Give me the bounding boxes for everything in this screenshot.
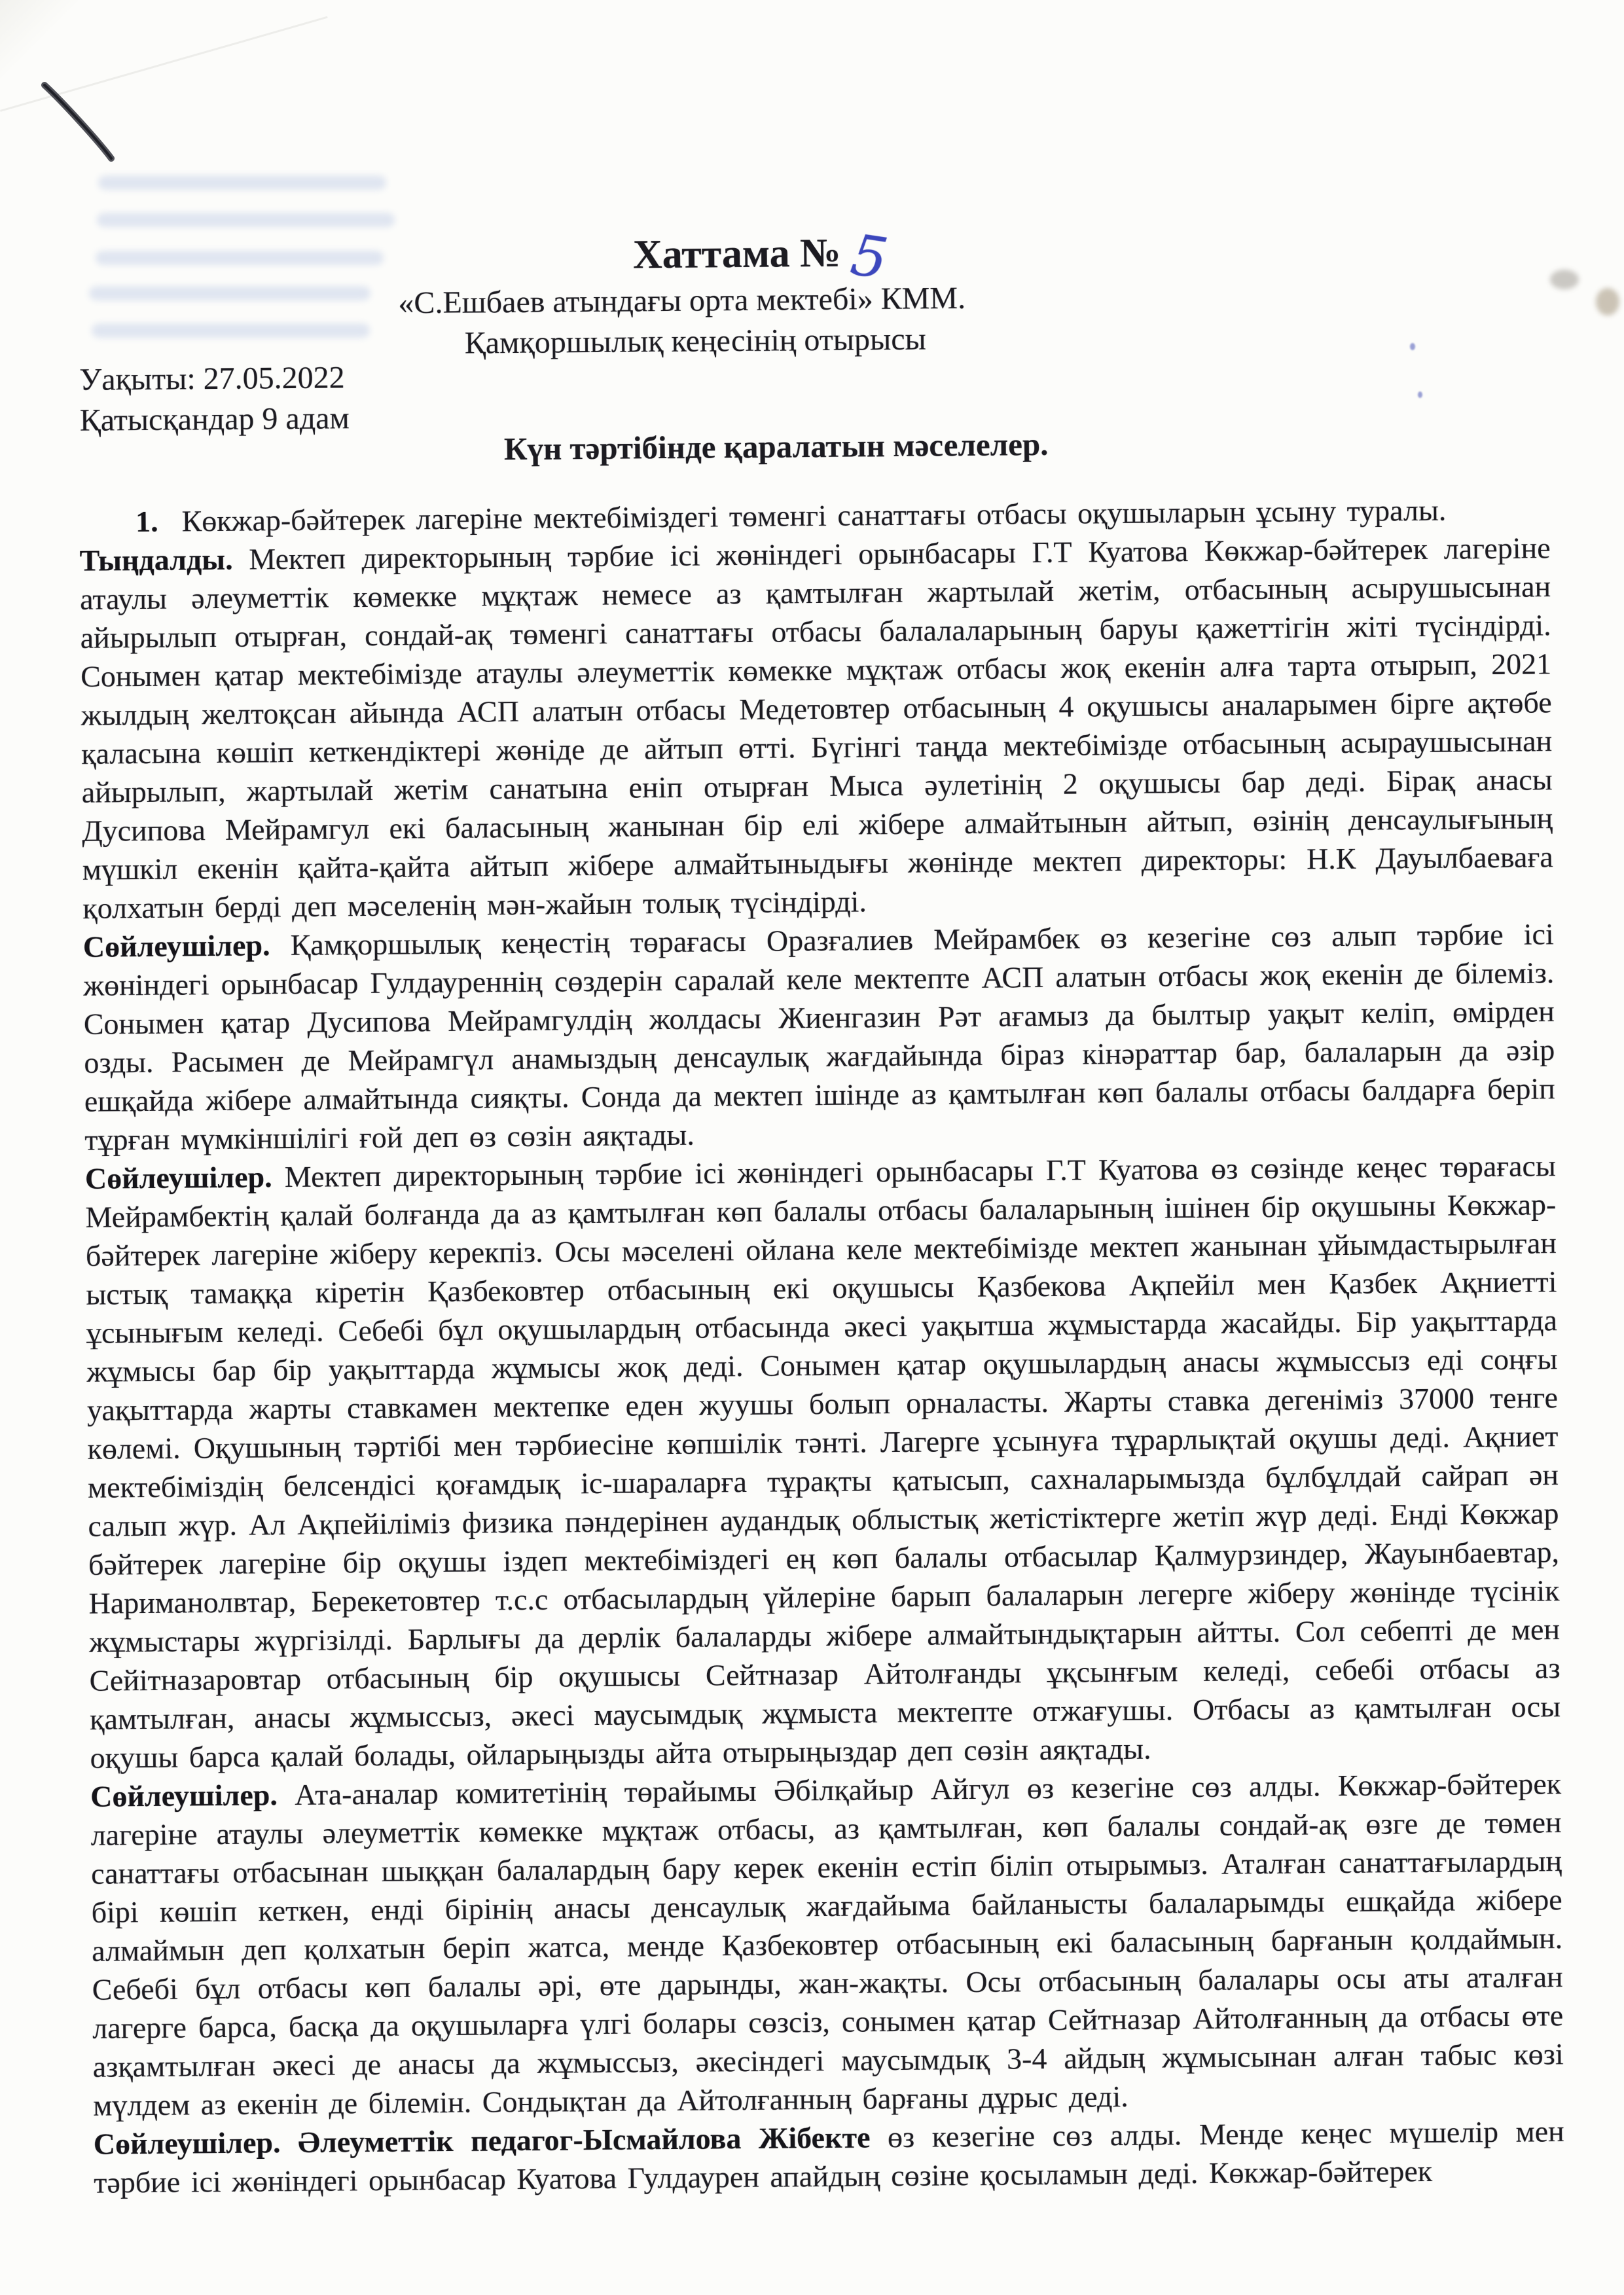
meeting-type-line: Қамқоршылық кеңесінің отырысы [464,321,927,361]
speech-paragraph [83,914,1556,1159]
attendees-line: Қатысқандар 9 адам [79,401,350,438]
agenda-item-number: 1. [135,504,158,539]
paragraph-lead: Сөйлеушілер. [90,1778,278,1813]
speech-paragraph [85,1146,1561,1777]
handwritten-protocol-number: 5 [846,222,892,293]
paragraph-text: Қамқоршылық кеңестің төрағасы Оразғалиев Мейрамбек өз кезегіне сөз алып тәрбие ісі жөніндегі орынбасар Гулдауреннің сөздерін саралай келе мектепте АСП алатын отбасы жоқ екенін де білеміз. Сонымен қатар Дусипова Мейрамгулдің жолдасы Жиенгазин Рәт ағамыз да былтыр уақыт келіп, өмірден озды. Расымен де Мейрамгүл анамыздың денсаулық жағдайында біраз кінәраттар бар, балаларын да әзір ешқайда жібере алмайтында сияқты. Сонда да мектеп ішінде аз қамтылған көп балалы отбасы балдарға беріп тұрған мүмкіншілігі ғой деп өз сөзін аяқтады. [83,917,1556,1157]
document-body [79,490,1565,2202]
paragraph-text: Ата-аналар комитетінің төрайымы Әбілқайыр Айгул өз кезегіне сөз алды. Көкжар-бәйтерек лагеріне атаулы әлеуметтік көмекке мұқтаж отбасы, аз қамтылған, көп балалы сондай-ақ өзге де төмен санаттағы отбасынан шыққан балалардың бару керек екенін естіп біліп отырымыз. Аталған санаттағылардың бірі көшіп кеткен, енді бірінің анасы денсаулық жағдайыма байланысты балаларымды ешқайда жібере алмаймын деп қолхатын беріп жатса, менде Қазбековтер отбасының екі баласының барғанын қолдаймын. Себебі бұл отбасы көп балалы әрі, өте дарынды, жан-жақты. Осы отбасының балалары осы аты аталған лагерге барса, басқа да оқушыларға үлгі болары сөзсіз, сонымен қатар Сейтназар Айтолғанның да отбасы өте азқамтылған әкесі де анасы да жұмыссыз, әкесіндегі маусымдық 3-4 айдың жұмысынан алған табыс көзі мүлдем аз екенін де білемін. Сондықтан да Айтолғанның барғаны дұрыс деді. [90,1767,1564,2122]
speech-paragraph [90,1764,1564,2125]
protocol-title-line [24,222,1496,293]
meeting-time-line: Уақыты: 27.05.2022 [79,360,345,397]
protocol-title: Хаттама № [632,230,841,278]
paragraph-lead: Сөйлеушілер. [84,1160,272,1195]
agenda-heading: Күн тәртібінде қаралатын мәселелер. [503,425,1049,467]
smudge-mark [1596,288,1619,316]
speech-paragraph [79,528,1553,928]
document-content [75,0,1566,2295]
smudge-mark [1550,270,1579,289]
speech-paragraphs [79,528,1564,2202]
organization-line: «С.Ешбаев атындағы орта мектебі» КММ. [398,281,966,321]
paragraph-lead: Тыңдалды. [79,542,233,577]
speech-paragraph [94,2112,1565,2202]
paragraph-lead: Сөйлеушілер. Әлеуметтік педагог-Ысмайлова Жібекте [93,2120,871,2161]
agenda-item-text: Көкжар-бәйтерек лагеріне мектебіміздегі төменгі санаттағы отбасы оқушыларын ұсыну туралы. [181,493,1447,538]
paragraph-text: Мектеп директорының тәрбие ісі жөніндегі орынбасары Г.Т Куатова Көкжар-бәйтерек лагеріне атаулы әлеуметтік көмекке мұқтаж немесе аз қамтылған жартылай жетім, отбасының асырушысынан айырылып отырған, сондай-ақ төменгі санаттағы отбасы балалаларының баруы қажеттігін жіті түсіндірді. Сонымен қатар мектебімізде атаулы әлеуметтік көмекке мұқтаж отбасы жоқ екенін алға тарта отырып, 2021 жылдың желтоқсан айында АСП алатын отбасы Медетовтер отбасының 4 оқушысы аналарымен бірге ақтөбе қаласына көшіп кеткендіктері жөніде де айтып өтті. Бүгінгі таңда мектебімізде отбасының асыраушысынан айырылып, жартылай жетім санатына еніп отырған Мыса әулетінің 2 оқушысы бар деді. Бірақ анасы Дусипова Мейрамгул екі баласының жанынан бір елі жібере алмайтынын айтып, өзінің денсаулығының мүшкіл екенін қайта-қайта айтып жібере алмайтыныдығы жөнінде мектеп директоры: Н.К Дауылбаеваға қолхатын берді деп мәселенің мән-жайын толық түсіндірді. [79,531,1553,925]
paragraph-text: өз кезегіне сөз алды. Менде кеңес мүшелір мен тәрбие ісі жөніндегі орынбасар Куатова Гулдаурен апайдың сөзіне қосыламын деді. Көкжар-бәйтерек [94,2114,1564,2199]
paragraph-lead: Сөйлеушілер. [82,928,270,964]
paragraph-text: Мектеп директорының тәрбие ісі жөніндегі орынбасары Г.Т Куатова өз сөзінде кеңес төрағасы Мейрамбектің қалай болғанда да аз қамтылған көп балалы отбасы балаларының ішінен бір оқушыны Көкжар-бәйтерек лагеріне жіберу керекпіз. Осы мәселені ойлана келе мектебімізде мектеп жанынан ұйымдастырылған ыстық тамаққа кіретін Қазбековтер отбасының екі оқушысы Қазбекова Ақпейіл мен Қазбек Ақниетті ұсынығым келеді. Себебі бұл оқушылардың отбасында әкесі уақытша жұмыстарда жасайды. Бір уақыттарда жұмысы бар бір уақыттарда жұмысы жоқ деді. Сонымен қатар оқушылардың анасы жұмыссыз еді соңғы уақыттарда жарты ставкамен мектепке еден жуушы болып орналасты. Жарты ставка дегеніміз 37000 тенге көлемі. Оқушының тәртібі мен тәрбиесіне көпшілік тәнті. Лагерге ұсынуға тұрарлықтай оқушы деді. Ақниет мектебіміздің белсендісі қоғамдық іс-шараларға тұрақты қатысып, сахналарымызда бұлбұлдай сайрап ән салып жүр. Ал Ақпейіліміз физика пәндерінен аудандық облыстық жетістіктерге жетіп жүр деді. Енді Көкжар бәйтерек лагеріне бір оқушы іздеп мектебіміздегі ең көп балалы отбасылар Қалмурзиндер, Жауынбаевтар, Нариманолвтар, Берекетовтер т.с.с отбасылардың үйлеріне барып балаларын легерге жіберу жөнінде түсінік жұмыстары жүргізілді. Барлығы да дерлік балаларды жібере алмайтындықтарын айтты. Сол себепті де мен Сейітназаровтар отбасының бір оқушысы Сейтназар Айтолғанды ұқсынғым келеді, себебі отбасы аз қамтылған, анасы жұмыссыз, әкесі маусымдық жұмыста мектепте отжағушы. Отбасы аз қамтылған осы оқушы барса қалай болады, ойларыңызды айта отырыңыздар деп сөзін аяқтады. [85,1149,1561,1775]
